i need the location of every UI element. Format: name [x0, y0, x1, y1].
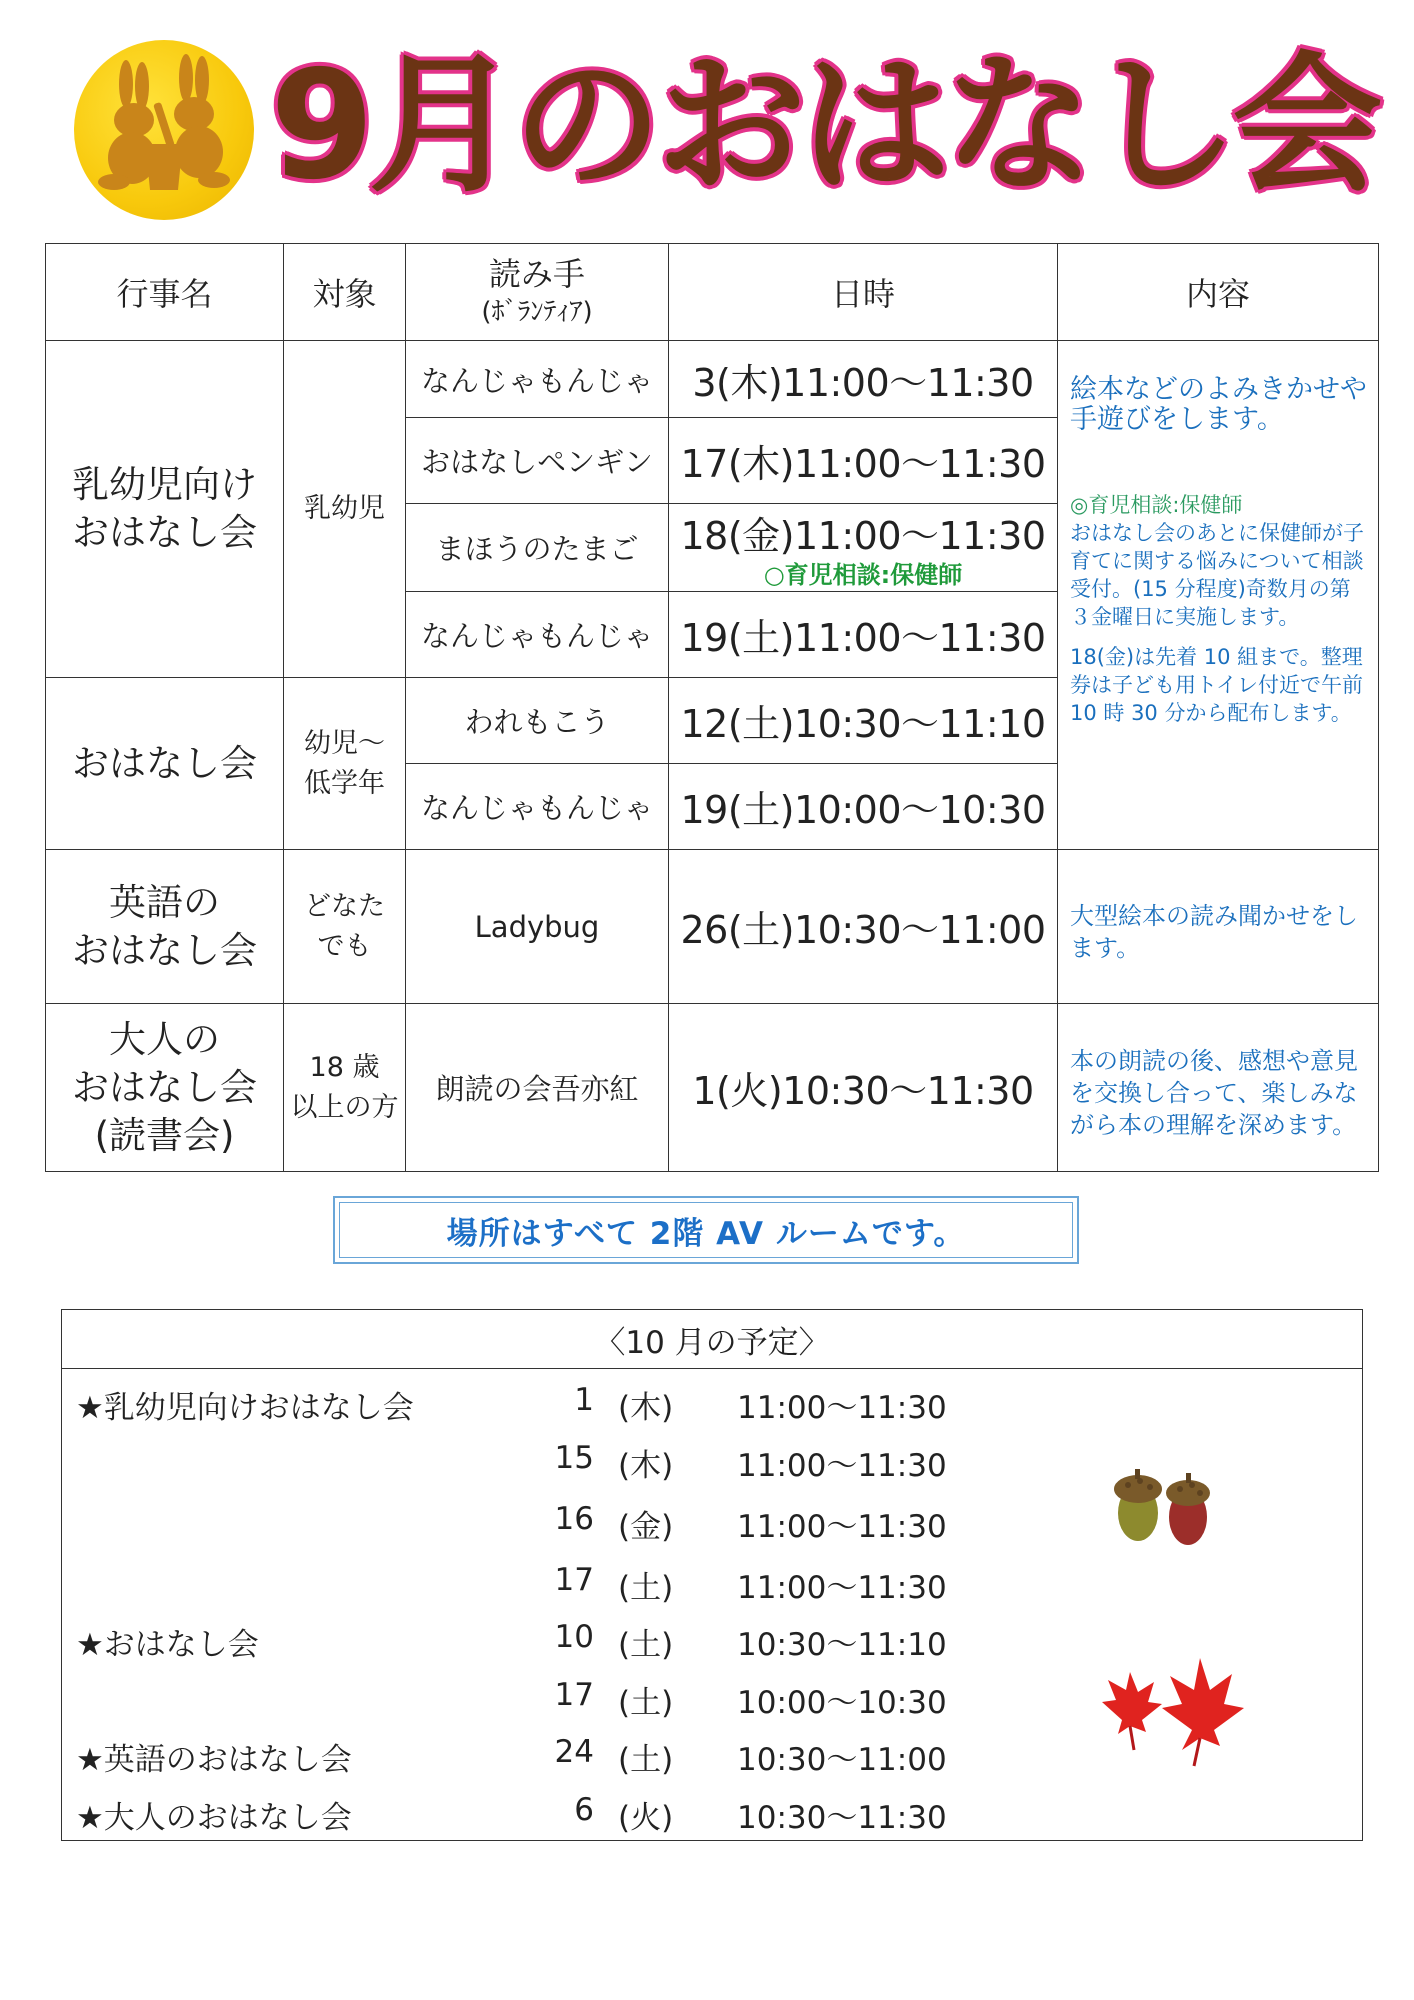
reader-cell: なんじゃもんじゃ [406, 764, 669, 850]
datetime-cell: 12(土)10:30〜11:10 [669, 678, 1058, 764]
datetime-cell: 17(木)11:00〜11:30 [669, 418, 1058, 504]
content-infant-ticket: 18(金)は先着 10 組まで。整理券は子ども用トイレ付近で午前 10 時 30 分から配布します。 [1070, 645, 1363, 725]
maple-leaf-icon [1082, 1650, 1252, 1774]
content-infant-consult [1070, 491, 1368, 631]
list-item: 15 (木) 11:00〜11:30 [554, 1440, 947, 1484]
event-english: 英語の おはなし会 [46, 850, 284, 1004]
reader-cell: Ladybug [406, 850, 669, 1004]
content-infant [1058, 341, 1379, 850]
header-event: 行事名 [46, 244, 284, 341]
target-story: 幼児〜 低学年 [284, 678, 406, 850]
header-reader-line2: (ﾎﾞﾗﾝﾃｨｱ) [481, 297, 593, 327]
location-notice [333, 1196, 1079, 1264]
location-text: 場所はすべて 2階 AV ルームです。 [446, 1215, 966, 1252]
header-reader-line1: 読み手 [488, 255, 585, 293]
reader-cell: なんじゃもんじゃ [406, 341, 669, 418]
content-english: 大型絵本の読み聞かせをします。 [1058, 850, 1379, 1004]
content-infant-main: 絵本などのよみきかせや手遊びをします。 [1070, 374, 1367, 435]
datetime-cell: 19(土)10:00〜10:30 [669, 764, 1058, 850]
reader-cell: おはなしペンギン [406, 418, 669, 504]
datetime-cell: 3(木)11:00〜11:30 [669, 341, 1058, 418]
table-header-row [46, 244, 1379, 341]
consult-note: ○育児相談:保健師 [763, 561, 963, 589]
moon-rabbits-icon [74, 40, 254, 220]
event-adult: 大人の おはなし会 (読書会) [46, 1004, 284, 1172]
datetime-cell: 26(土)10:30〜11:00 [669, 850, 1058, 1004]
header-reader [406, 244, 669, 341]
consult-title: ◎育児相談:保健師 [1070, 493, 1243, 517]
list-item: 17 (土) 10:00〜10:30 [554, 1677, 947, 1721]
header-content: 内容 [1058, 244, 1379, 341]
october-schedule [61, 1309, 1363, 1841]
october-title: 〈10 月の予定〉 [62, 1310, 1362, 1369]
datetime-cell: 1(火)10:30〜11:30 [669, 1004, 1058, 1172]
datetime-cell: 18(金)11:00〜11:30 ○育児相談:保健師 [669, 504, 1058, 592]
reader-cell: なんじゃもんじゃ [406, 592, 669, 678]
list-item: ★乳幼児向けおはなし会 1 (木) 11:00〜11:30 [76, 1382, 947, 1426]
reader-cell: 朗読の会吾亦紅 [406, 1004, 669, 1172]
header-target: 対象 [284, 244, 406, 341]
reader-cell: まほうのたまご [406, 504, 669, 592]
event-story: おはなし会 [46, 678, 284, 850]
list-item: ★英語のおはなし会 24 (土) 10:30〜11:00 [76, 1734, 947, 1778]
target-infant: 乳幼児 [284, 341, 406, 678]
event-infant: 乳幼児向け おはなし会 [46, 341, 284, 678]
table-row [46, 341, 1379, 418]
target-adult: 18 歳 以上の方 [284, 1004, 406, 1172]
table-row [46, 850, 1379, 1004]
consult-text: おはなし会のあとに保健師が子育てに関する悩みについて相談受付。(15 分程度)奇数月の第３金曜日に実施します。 [1070, 521, 1364, 629]
list-item: 16 (金) 11:00〜11:30 [554, 1501, 947, 1545]
list-item: 17 (土) 11:00〜11:30 [554, 1562, 947, 1606]
reader-cell: われもこう [406, 678, 669, 764]
acorn-icon [1102, 1455, 1222, 1559]
schedule-table [45, 243, 1379, 1172]
list-item: ★大人のおはなし会 6 (火) 10:30〜11:30 [76, 1792, 947, 1836]
content-adult: 本の朗読の後、感想や意見を交換し合って、楽しみながら本の理解を深めます。 [1058, 1004, 1379, 1172]
header-datetime: 日時 [669, 244, 1058, 341]
list-item: ★おはなし会 10 (土) 10:30〜11:10 [76, 1619, 947, 1663]
target-english: どなた でも [284, 850, 406, 1004]
datetime-cell: 19(土)11:00〜11:30 [669, 592, 1058, 678]
page-title: 9月のおはなし会 [270, 39, 1377, 213]
table-row [46, 1004, 1379, 1172]
